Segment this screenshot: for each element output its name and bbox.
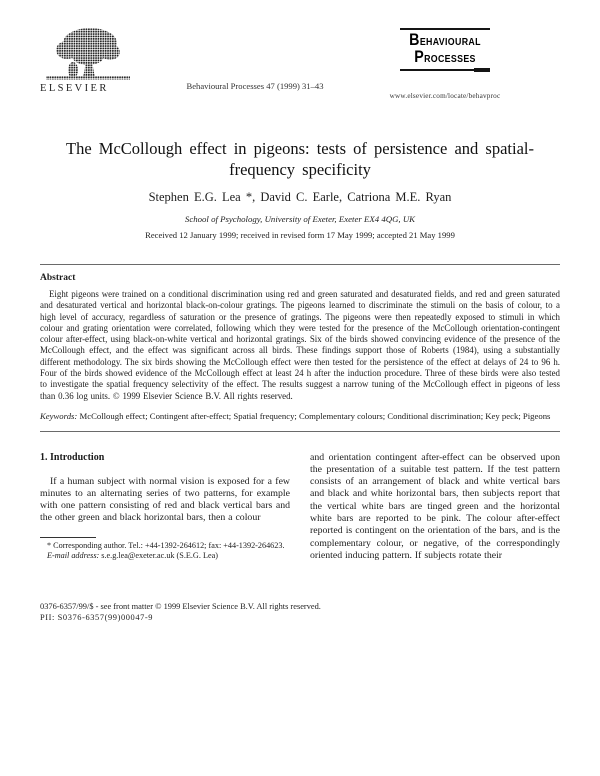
behavioural-processes-logo: [400, 28, 490, 71]
article-title: The McCollough effect in pigeons: tests of persistence and spatial-frequency specificity: [66, 139, 534, 179]
received-dates-line: Received 12 January 1999; received in revised form 17 May 1999; accepted 21 May 1999: [145, 230, 455, 240]
journal-url: www.elsevier.com/locate/behavproc: [389, 92, 501, 100]
keywords-label: Keywords:: [40, 410, 78, 421]
affiliation-line: School of Psychology, University of Exeter, Exeter EX4 4QG, UK: [184, 214, 416, 224]
abstract-text: Eight pigeons were trained on a conditional discrimination using red and green saturated and desaturated fields, and red and green saturated and desaturated vertical and horizontal black-on-colour gratings. The pigeons learned to discriminate the stimuli on the basis of colour, to a high level of accuracy, regardless of saturation or the presence of gratings. The pigeons were then repeatedly exposed to stimuli in which colour and grating orientation were correlated, following which they were tested for the presence of the McCollough orientation-contingent colour after-effect, using black-on-white vertical and horizontal gratings. Six of the birds showed convincing evidence of the presence of the McCollough effect, and the effect was significant across all birds. These findings support those of Roberts (1984), using a substantially different methodology. The six birds showing the McCollough effect were then tested for the persistence of the effect at delays of 24 to 96 h. Four of the birds showed evidence of the McCollough effect at least 24 h after the induction procedure. Three of these birds were also tested to investigate the spatial frequency selectivity of the effect. The results suggest a narrow tuning of the McCollough effect in pigeons of less than 0.36 log units. © 1999 Elsevier Science B.V. All rights reserved.: [40, 289, 560, 401]
elsevier-wordmark: ELSEVIER: [40, 83, 109, 94]
footer-pii-line: PII: S0376-6357(99)00047-9: [40, 613, 154, 623]
page-footer: [40, 601, 560, 624]
elsevier-tree-icon: [40, 26, 136, 82]
footnote-email-address: s.e.g.lea@exeter.ac.uk (S.E.G. Lea): [99, 551, 218, 561]
footnote-block: [40, 537, 290, 562]
page-header: [40, 26, 560, 108]
footnote-corresponding-author: * Corresponding author. Tel.: +44-1392-264612; fax: +44-1392-264623.: [47, 540, 285, 550]
logo-line1: BEHAVIOURAL: [409, 30, 481, 49]
authors-line: Stephen E.G. Lea *, David C. Earle, Catriona M.E. Ryan: [148, 190, 452, 204]
journal-citation: Behavioural Processes 47 (1999) 31–43: [186, 81, 324, 91]
logo-text: [407, 30, 483, 66]
logo-rule-bottom: [400, 69, 490, 71]
intro-paragraph-right: and orientation contingent after-effect can be observed upon the presentation of a suitable test pattern. If the test pattern consists of an arrangement of black and white vertical bars and black and white horizontal bars, then subjects report that the vertical white bars are tinged green and the horizontal white bars are reported to be pink. The colour after-effect reported is contingent on the orientation of the bars, and is the complementary colour, or negative, of the correspondingly oriented inducing pattern. If subjects rotate their: [310, 451, 560, 561]
footnote-email: [40, 551, 290, 562]
separator-rule-bottom: [40, 431, 560, 432]
left-column: [40, 451, 290, 592]
logo-rule-thick-end: [474, 68, 490, 72]
footnote-email-label: E-mail address:: [47, 551, 100, 561]
elsevier-logo-block: [40, 26, 150, 94]
right-column: [310, 451, 560, 592]
intro-paragraph-left: If a human subject with normal vision is exposed for a few minutes to an alternating series of two patterns, for example with one pattern consisting of red and black vertical bars and the other green and black horizontal bars, then a colour: [40, 475, 290, 524]
logo-line2: PROCESSES: [414, 46, 476, 66]
footnote-rule: [40, 537, 96, 538]
keywords-text: McCollough effect; Contingent after-effect; Spatial frequency; Complementary colours; Conditional discrimination; Key peck; Pigeons: [77, 410, 551, 421]
body-columns: [40, 451, 560, 592]
keywords-line: [40, 411, 560, 422]
section-heading-introduction: 1. Introduction: [40, 451, 105, 463]
footer-issn-line: 0376-6357/99/$ - see front matter © 1999 Elsevier Science B.V. All rights reserved.: [40, 601, 321, 611]
separator-rule-top: [40, 264, 560, 265]
abstract-heading: Abstract: [40, 273, 76, 283]
behavioural-processes-logo-block: [360, 26, 560, 108]
